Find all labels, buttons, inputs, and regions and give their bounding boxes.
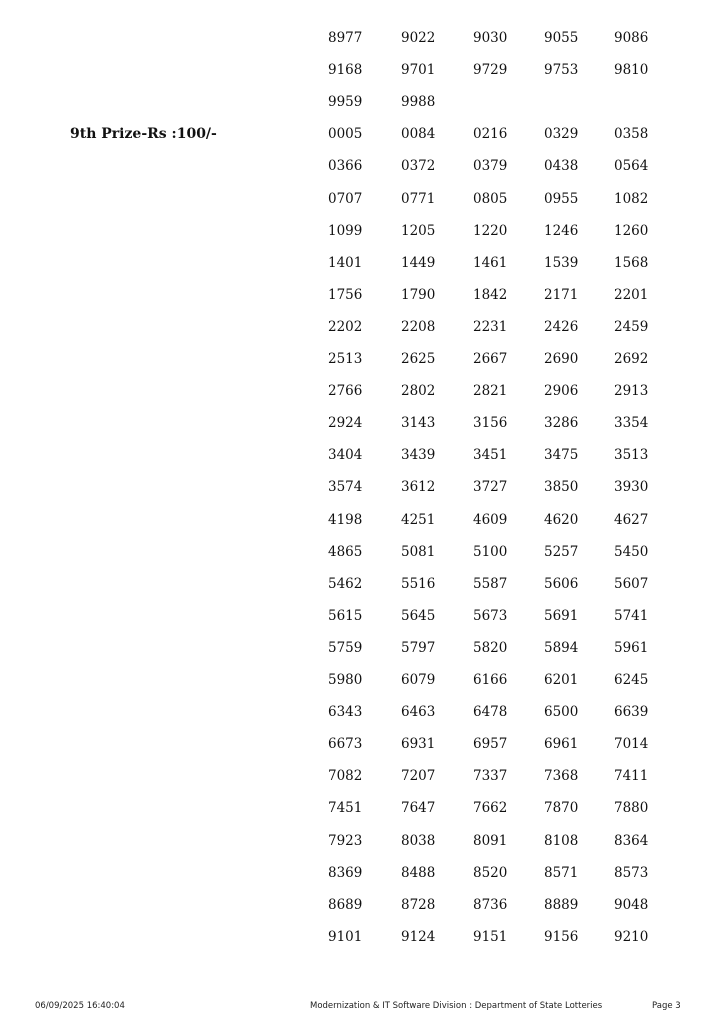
- ticket-number: 2913: [614, 383, 649, 400]
- ticket-number: 8520: [473, 864, 508, 881]
- ticket-number: 2802: [401, 383, 436, 400]
- ticket-number: 0805: [473, 190, 508, 207]
- ticket-number: 7647: [401, 800, 436, 817]
- ticket-number: 7337: [473, 768, 508, 785]
- ticket-number: 1539: [544, 254, 579, 271]
- ticket-number: 6961: [544, 736, 579, 753]
- ticket-number: 0358: [614, 126, 649, 143]
- ticket-number: 5615: [328, 607, 363, 624]
- ticket-number: 8571: [544, 864, 579, 881]
- ticket-number: 5516: [401, 575, 436, 592]
- ticket-number: 9810: [614, 62, 649, 79]
- ticket-number: 0955: [544, 190, 579, 207]
- ticket-number: 2171: [544, 286, 579, 303]
- ticket-number: 7207: [401, 768, 436, 785]
- ticket-number: 1842: [473, 286, 508, 303]
- ticket-number: 5741: [614, 607, 649, 624]
- ticket-number: 9124: [401, 928, 436, 945]
- ticket-number: 0329: [544, 126, 579, 143]
- ticket-number: 6079: [401, 672, 436, 688]
- ticket-number: 1260: [614, 222, 649, 239]
- ticket-number: 0372: [401, 158, 436, 175]
- ticket-number: 6245: [614, 672, 649, 688]
- ticket-number: 2667: [473, 351, 508, 367]
- ticket-number: 8488: [401, 864, 436, 881]
- ticket-number: 5081: [401, 543, 436, 560]
- ticket-number: 9030: [473, 30, 508, 46]
- ticket-number: 5607: [614, 575, 649, 592]
- ticket-number: 1449: [401, 254, 436, 271]
- ticket-number: 9701: [401, 62, 436, 79]
- ticket-number: 2625: [401, 351, 436, 367]
- ticket-number: 4251: [401, 511, 436, 528]
- ticket-number: 8728: [401, 896, 436, 913]
- ticket-number: 8364: [614, 832, 649, 849]
- ticket-number: 1756: [328, 286, 363, 303]
- ticket-number: 5961: [614, 639, 649, 656]
- ticket-number: 1461: [473, 254, 508, 271]
- ticket-number: 7923: [328, 832, 363, 849]
- ticket-number: 1401: [328, 254, 363, 271]
- footer-department: Modernization & IT Software Division : Department of State Lotteries: [310, 1001, 603, 1011]
- ticket-number: 7368: [544, 768, 579, 785]
- footer-timestamp: 06/09/2025 16:40:04: [35, 1001, 125, 1011]
- ticket-number: 8091: [473, 832, 508, 849]
- ticket-number: 7451: [328, 800, 363, 817]
- ticket-number: 4198: [328, 511, 363, 528]
- ticket-number: 5462: [328, 575, 363, 592]
- ticket-number: 6957: [473, 736, 508, 753]
- ticket-number: 8736: [473, 896, 508, 913]
- ticket-number: 0379: [473, 158, 508, 175]
- ticket-number: 5645: [401, 607, 436, 624]
- ticket-number: 1246: [544, 222, 579, 239]
- ticket-number: 6463: [401, 704, 436, 721]
- ticket-number: 9086: [614, 30, 649, 46]
- ticket-number: 6639: [614, 704, 649, 721]
- ticket-number: 4627: [614, 511, 649, 528]
- ticket-number: 0005: [328, 126, 363, 143]
- ticket-number: 2924: [328, 415, 363, 432]
- ticket-number: 8108: [544, 832, 579, 849]
- ticket-number: 5759: [328, 639, 363, 656]
- ticket-number: 5450: [614, 543, 649, 560]
- ticket-number: 8038: [401, 832, 436, 849]
- ticket-number: 0084: [401, 126, 436, 143]
- ticket-number: 5587: [473, 575, 508, 592]
- ticket-number: 2202: [328, 318, 363, 335]
- ticket-number: 3930: [614, 479, 649, 496]
- ticket-number: 2231: [473, 318, 508, 335]
- ticket-number: 3727: [473, 479, 508, 496]
- ticket-number: 1568: [614, 254, 649, 271]
- ticket-number: 4865: [328, 543, 363, 560]
- ticket-number: 5100: [473, 543, 508, 560]
- ticket-number: 2201: [614, 286, 649, 303]
- ticket-number: 3612: [401, 479, 436, 496]
- ticket-number: 4609: [473, 511, 508, 528]
- ticket-number: 3451: [473, 447, 508, 464]
- ticket-number: 5691: [544, 607, 579, 624]
- ticket-number: 5797: [401, 639, 436, 656]
- ticket-number: 0771: [401, 190, 436, 207]
- ticket-number: 0216: [473, 126, 508, 143]
- ticket-number: 2513: [328, 351, 363, 367]
- ticket-number: 5257: [544, 543, 579, 560]
- ticket-number: 6673: [328, 736, 363, 753]
- ticket-number: 6500: [544, 704, 579, 721]
- ticket-number: 1220: [473, 222, 508, 239]
- ticket-number: 3850: [544, 479, 579, 496]
- ticket-number: 3286: [544, 415, 579, 432]
- ticket-number: 2906: [544, 383, 579, 400]
- ticket-number: 9151: [473, 928, 508, 945]
- ticket-number: 5673: [473, 607, 508, 624]
- ticket-number: 1082: [614, 190, 649, 207]
- ticket-number: 3574: [328, 479, 363, 496]
- ticket-number: 8977: [328, 30, 363, 46]
- ticket-number: 2821: [473, 383, 508, 400]
- ticket-number: 0438: [544, 158, 579, 175]
- ticket-number: 3475: [544, 447, 579, 464]
- ticket-number: 7870: [544, 800, 579, 817]
- ticket-number: 6166: [473, 672, 508, 688]
- ticket-number: 2690: [544, 351, 579, 367]
- ticket-number: 1205: [401, 222, 436, 239]
- ticket-number: 9048: [614, 896, 649, 913]
- ticket-number: 2692: [614, 351, 649, 367]
- ticket-number: 9168: [328, 62, 363, 79]
- ticket-number: 6931: [401, 736, 436, 753]
- ticket-number: 2426: [544, 318, 579, 335]
- ticket-number: 9101: [328, 928, 363, 945]
- ticket-number: 0707: [328, 190, 363, 207]
- ticket-number: 0366: [328, 158, 363, 175]
- ticket-number: 9753: [544, 62, 579, 79]
- ticket-number: 2766: [328, 383, 363, 400]
- ticket-number: 9988: [401, 94, 436, 111]
- ticket-number: 7662: [473, 800, 508, 817]
- ticket-number: 3513: [614, 447, 649, 464]
- ticket-number: 5894: [544, 639, 579, 656]
- ticket-number: 6343: [328, 704, 363, 721]
- ticket-number: 9729: [473, 62, 508, 79]
- ticket-number: 7082: [328, 768, 363, 785]
- prize-label: 9th Prize-Rs :100/-: [70, 126, 217, 143]
- ticket-number: 1099: [328, 222, 363, 239]
- ticket-number: 9210: [614, 928, 649, 945]
- ticket-number: 8689: [328, 896, 363, 913]
- ticket-number: 3156: [473, 415, 508, 432]
- ticket-number: 2459: [614, 318, 649, 335]
- ticket-number: 3143: [401, 415, 436, 432]
- ticket-number: 1790: [401, 286, 436, 303]
- ticket-number: 7014: [614, 736, 649, 753]
- ticket-number: 9959: [328, 94, 363, 111]
- ticket-number: 3354: [614, 415, 649, 432]
- footer-page-number: Page 3: [652, 1001, 681, 1011]
- ticket-number: 7411: [614, 768, 649, 785]
- ticket-number: 6478: [473, 704, 508, 721]
- ticket-number: 4620: [544, 511, 579, 528]
- ticket-number: 9156: [544, 928, 579, 945]
- ticket-number: 5606: [544, 575, 579, 592]
- ticket-number: 3404: [328, 447, 363, 464]
- ticket-number: 3439: [401, 447, 436, 464]
- ticket-number: 5820: [473, 639, 508, 656]
- ticket-number: 5980: [328, 672, 363, 688]
- ticket-number: 8369: [328, 864, 363, 881]
- ticket-number: 2208: [401, 318, 436, 335]
- ticket-number: 9055: [544, 30, 579, 46]
- ticket-number: 9022: [401, 30, 436, 46]
- ticket-number: 8889: [544, 896, 579, 913]
- ticket-number: 0564: [614, 158, 649, 175]
- ticket-number: 7880: [614, 800, 649, 817]
- ticket-number: 8573: [614, 864, 649, 881]
- ticket-number: 6201: [544, 672, 579, 688]
